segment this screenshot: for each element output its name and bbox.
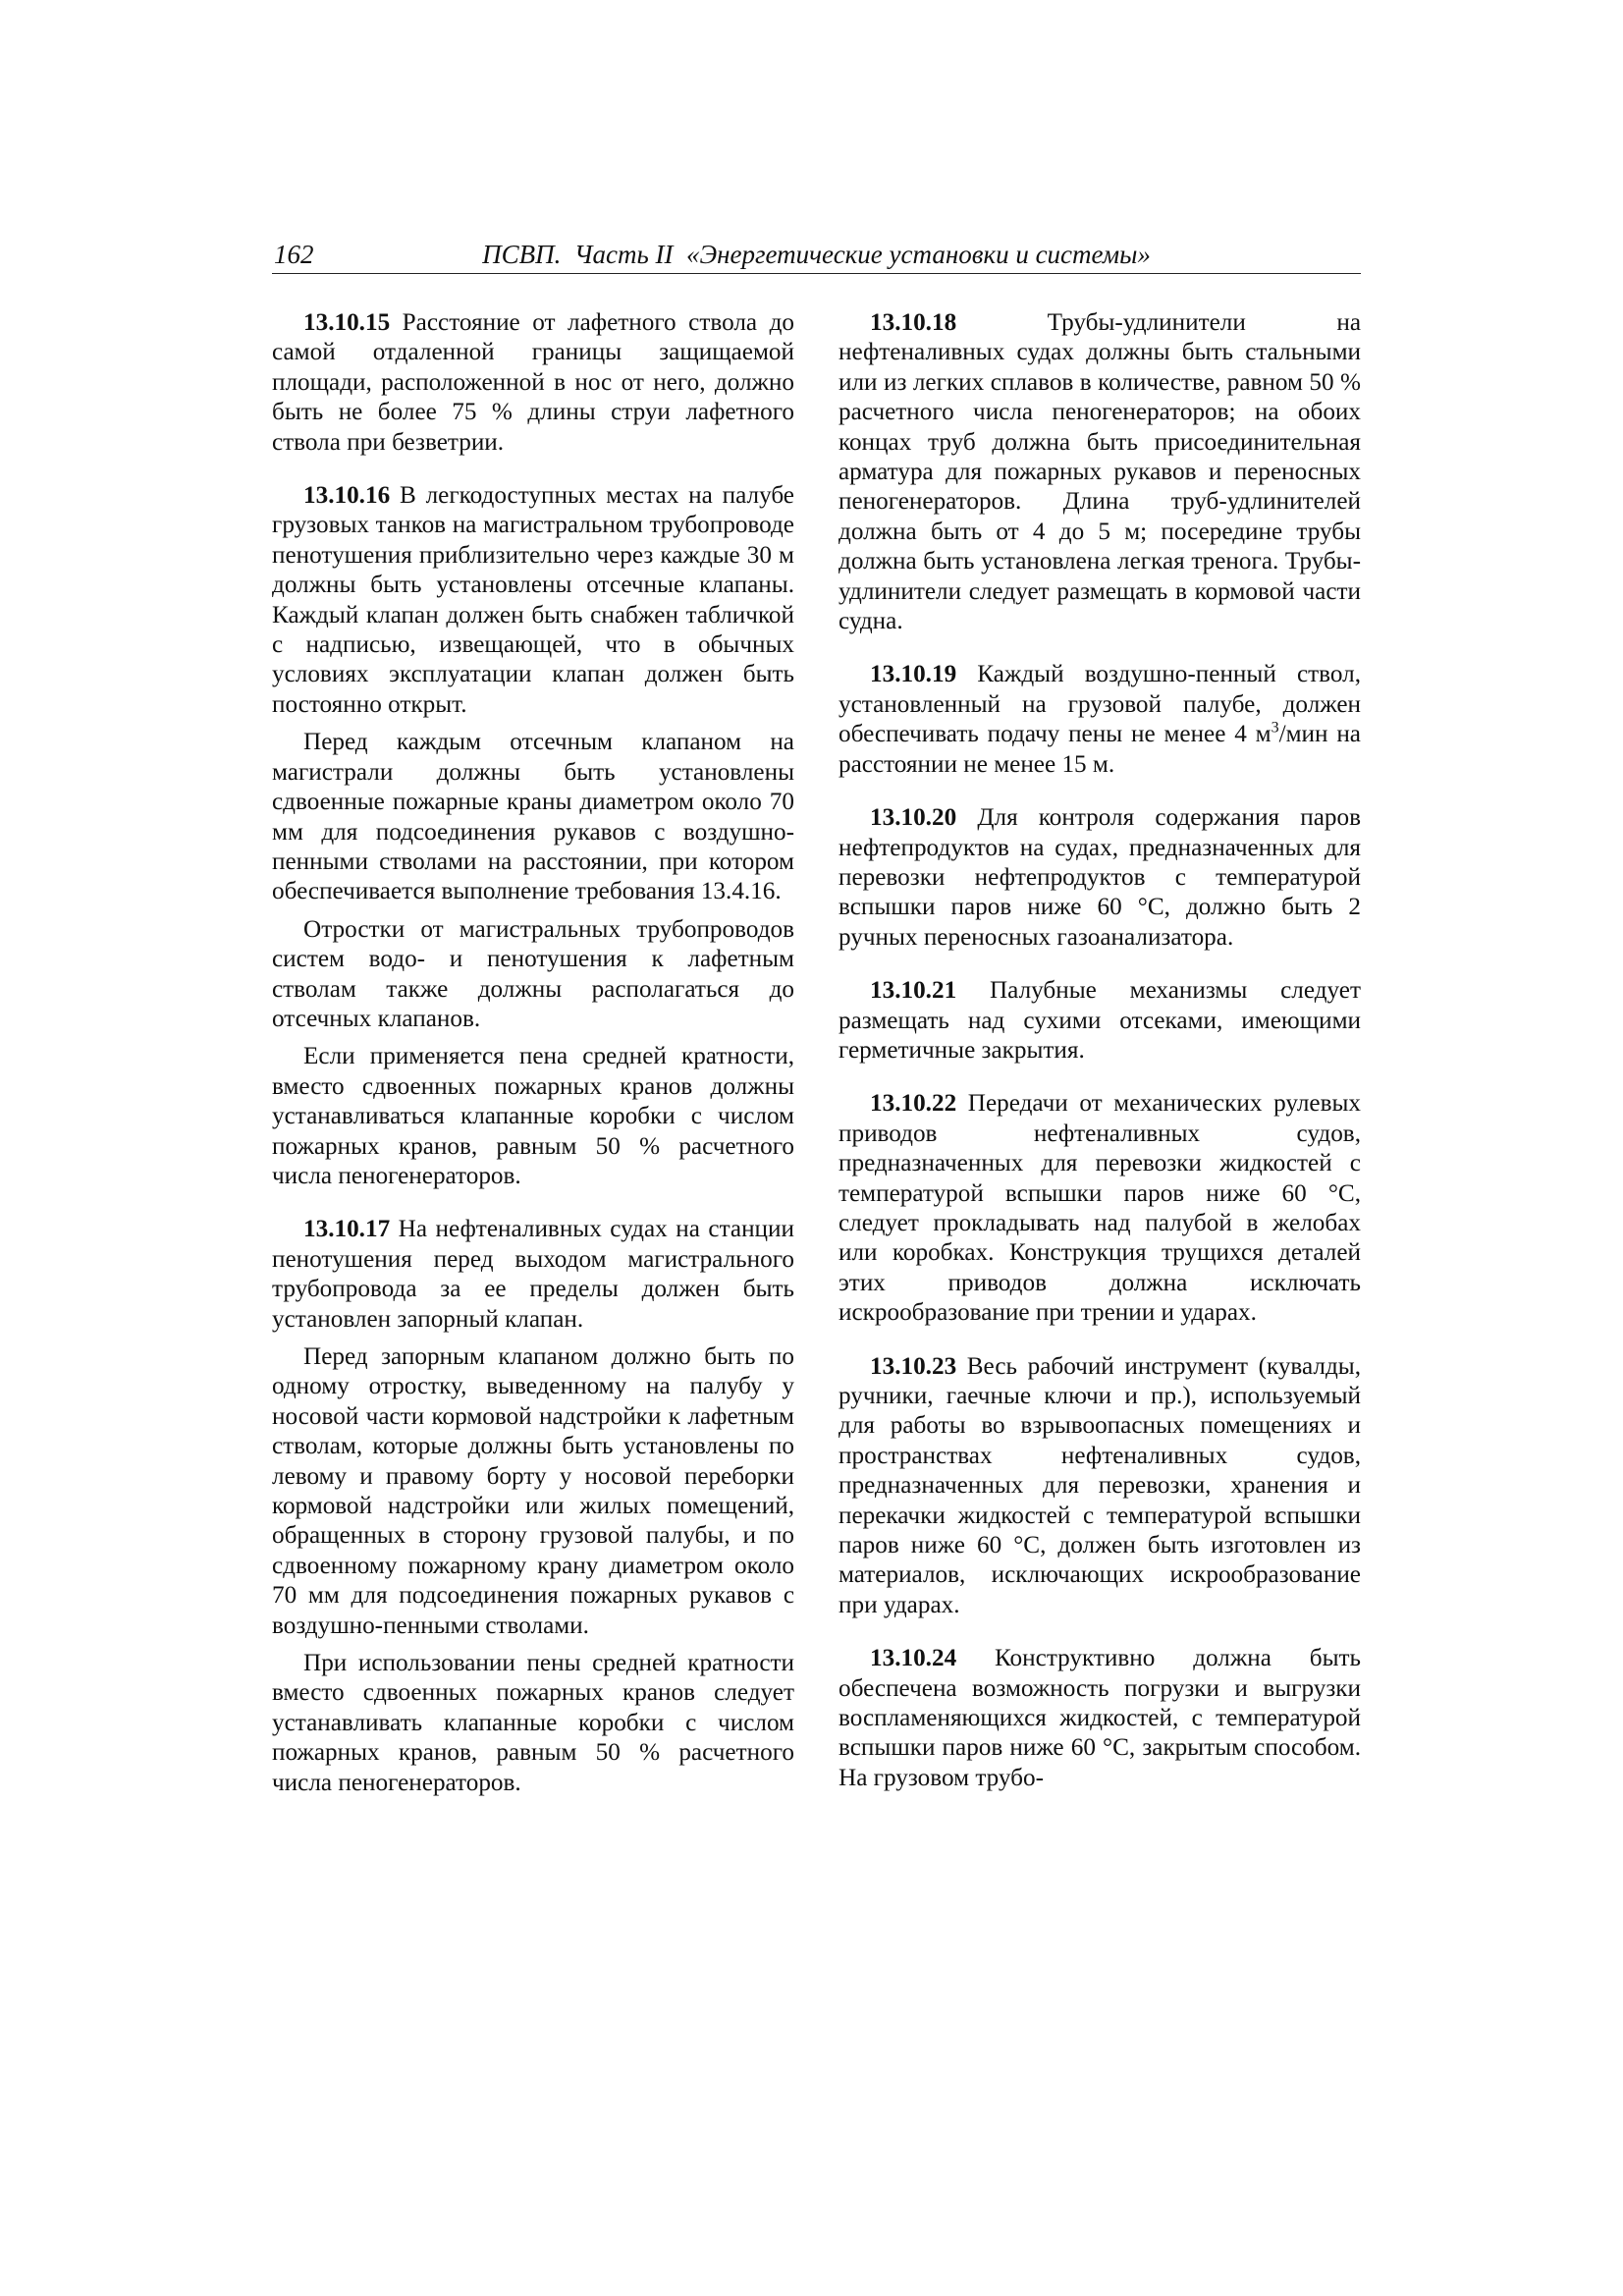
superscript: 3	[1271, 719, 1279, 737]
clause-number: 13.10.22	[870, 1090, 957, 1118]
clause-number: 13.10.15	[303, 309, 391, 336]
paragraph-13-10-20	[839, 803, 1361, 953]
clause-number: 13.10.24	[870, 1645, 957, 1672]
clause-number: 13.10.16	[303, 482, 391, 510]
paragraph-text: На нефтеналивных судах на станции пенотушения перед выходом магистрального трубопровода за ее пределы должен быть установлен запорный клапан.	[272, 1216, 794, 1333]
paragraph-text: Перед запорным клапаном должно быть по одному отростку, выведенному на палубу у носовой части кормовой надстройки к лафетным стволам, которые должны быть установлены по левому и правому борту у носовой переборки кормовой надстройки или жилых помещений, обращенных в сторону грузовой палубы, и по сдвоенному пожарному крану диаметром около 70 мм для подсоединения пожарных рукавов с воздушно-пенными стволами.	[272, 1343, 794, 1639]
paragraph-text: Каждый воздушно-пенный ствол, установленный на грузовой палубе, должен обеспечивать подачу пены не менее 4 м	[839, 661, 1361, 748]
paragraph-13-10-15	[272, 308, 794, 458]
clause-number: 13.10.17	[303, 1216, 391, 1243]
paragraph-text: Конструктивно должна быть обеспечена возможность погрузки и выгрузки воспламеняющихся жидкостей, с температурой вспышки паров ниже 60 °С, закрытым способом. На грузовом трубо-	[839, 1645, 1361, 1791]
running-title: ПСВП. Часть II «Энергетические установки и системы»	[482, 240, 1151, 269]
right-column	[839, 308, 1361, 1793]
page-number: 162	[274, 240, 314, 269]
paragraph-text: При использовании пены средней кратности вместо сдвоенных пожарных кранов следует устанавливать клапанные коробки с числом пожарных кранов, равным 50 % расчетного числа пеногенераторов.	[272, 1650, 794, 1796]
paragraph-text-tail: /мин на расстоянии не менее 15 м.	[839, 721, 1361, 778]
paragraph-text: Весь рабочий инструмент (кувалды, ручники, гаечные ключи и пр.), используемый для работы во взрывоопасных помещениях и пространствах нефтеналивных судов, предназначенных для перевозки, хранения и перекачки жидкостей с температурой вспышки паров ниже 60 °С, должен быть изготовлен из материалов, исключающих искрообразование при ударах.	[839, 1352, 1361, 1618]
paragraph-text: Передачи от механических рулевых приводов нефтеналивных судов, предназначенных для перевозки жидкостей с температурой вспышки паров ниже 60 °С, следует прокладывать над палубой в желобах или коробках. Конструкция трущихся деталей этих приводов должна исключать искрообразование при трении и ударах.	[839, 1090, 1361, 1327]
clause-number: 13.10.20	[870, 804, 957, 832]
paragraph-13-10-23	[839, 1352, 1361, 1621]
paragraph-13-10-22	[839, 1089, 1361, 1328]
paragraph-13-10-17-cont-1	[272, 1342, 794, 1641]
paragraph-text: Для контроля содержания паров нефтепродуктов на судах, предназначенных для перевозки нефтепродуктов с температурой вспышки паров ниже 60 °С, должно быть 2 ручных переносных газоанализатора.	[839, 804, 1361, 951]
paragraph-13-10-16-cont-2	[272, 915, 794, 1035]
clause-number: 13.10.18	[870, 309, 957, 336]
clause-number: 13.10.19	[870, 661, 957, 688]
paragraph-text: Трубы-удлинители на нефтеналивных судах должны быть стальными или из легких сплавов в количестве, равном 50 % расчетного числа пеногенераторов; на обоих концах труб должна быть присоединительная арматура для пожарных рукавов и переносных пеногенераторов. Длина труб-удлинителей должна быть от 4 до 5 м; посередине трубы должна быть установлена легкая тренога. Трубы-удлинители следует размещать в кормовой части судна.	[839, 309, 1361, 635]
paragraph-13-10-24	[839, 1644, 1361, 1793]
paragraph-13-10-16	[272, 481, 794, 720]
paragraph-13-10-16-cont-3	[272, 1042, 794, 1191]
paragraph-text: Отростки от магистральных трубопроводов систем водо- и пенотушения к лафетным стволам также должны располагаться до отсечных клапанов.	[272, 915, 794, 1032]
paragraph-13-10-19	[839, 660, 1361, 780]
paragraph-text: Палубные механизмы следует размещать над сухими отсеками, имеющими герметичные закрытия.	[839, 977, 1361, 1064]
clause-number: 13.10.21	[870, 977, 957, 1005]
paragraph-13-10-17-cont-2	[272, 1649, 794, 1798]
left-column	[272, 308, 794, 1798]
paragraph-text: Расстояние от лафетного ствола до самой отдаленной границы защищаемой площади, расположенной в нос от него, должно быть не более 75 % длины струи лафетного ствола при безветрии.	[272, 309, 794, 456]
paragraph-text: В легкодоступных местах на палубе грузовых танков на магистральном трубопроводе пенотушения приблизительно через каждые 30 м должны быть установлены отсечные клапаны. Каждый клапан должен быть снабжен табличкой с надписью, извещающей, что в обычных условиях эксплуатации клапан должен быть постоянно открыт.	[272, 482, 794, 718]
running-header	[272, 240, 1361, 274]
paragraph-text: Перед каждым отсечным клапаном на магистрали должны быть установлены сдвоенные пожарные краны диаметром около 70 мм для подсоединения рукавов с воздушно-пенными стволами на расстоянии, при котором обеспечивается выполнение требования 13.4.16.	[272, 729, 794, 905]
paragraph-13-10-16-cont-1	[272, 728, 794, 906]
clause-number: 13.10.23	[870, 1352, 957, 1380]
paragraph-text: Если применяется пена средней кратности, вместо сдвоенных пожарных кранов должны устанавливаться клапанные коробки с числом пожарных кранов, равным 50 % расчетного числа пеногенераторов.	[272, 1043, 794, 1189]
paragraph-13-10-18	[839, 308, 1361, 636]
paragraph-13-10-17	[272, 1215, 794, 1335]
paragraph-13-10-21	[839, 976, 1361, 1066]
